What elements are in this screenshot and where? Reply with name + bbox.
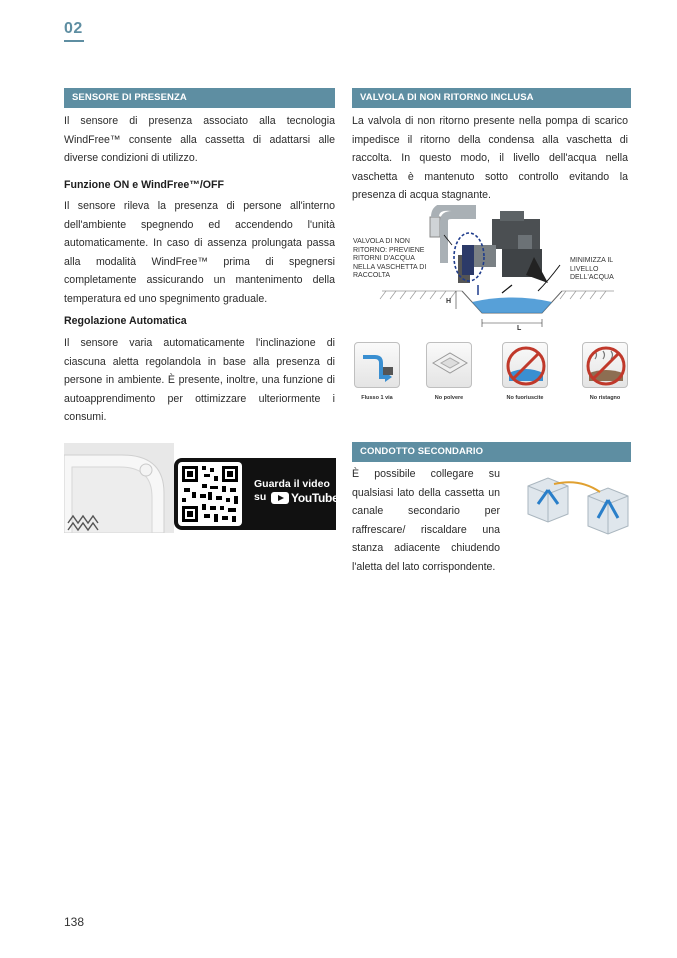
youtube-play-icon[interactable] — [271, 492, 289, 504]
dimension-l: L — [517, 325, 522, 332]
section-title-presence-sensor: SENSORE DI PRESENZA — [64, 88, 335, 108]
section-title-check-valve: VALVOLA DI NON RITORNO INCLUSA — [352, 88, 631, 108]
subhead-automatic-regulation: Regolazione Automatica — [64, 315, 187, 327]
section-title-secondary-duct: CONDOTTO SECONDARIO — [352, 442, 631, 462]
check-valve-text: La valvola di non ritorno presente nella pompa di scarico impedisce il ritorno della condensa alla vaschetta di raccolta. In questo modo, il livello dell'acqua nella vaschetta è mantenuto sotto controllo evitando la presenza di acqua stagnante. — [352, 115, 628, 201]
presence-intro-text: Il sensore di presenza associato alla tecnologia WindFree™ consente alla cassetta di adattarsi alle diverse condizioni di utilizzo. — [64, 115, 335, 164]
video-caption-line1: Guarda il video — [254, 478, 330, 490]
chapter-underline — [64, 40, 84, 42]
feature-caption-no-stagnation: No ristagno — [589, 395, 621, 401]
qr-code[interactable] — [178, 462, 242, 526]
feature-no-leak-icon — [502, 342, 548, 388]
page-number: 138 — [64, 915, 85, 929]
water-tray — [472, 298, 552, 314]
diagram-label-check-valve: VALVOLA DI NON RITORNO: PREVIENE RITORNI D'ACQUA NELLA VASCHETTA DI RACCOLTA — [353, 238, 427, 280]
video-caption-line2: su — [254, 491, 267, 503]
youtube-wordmark[interactable]: YouTube — [291, 491, 339, 505]
automatic-regulation-text: Il sensore varia automaticamente l'inclinazione di ciascuna aletta regolandola in base alla presenza di persone in ambiente. È presente, inoltre, una funzione di autoapprendimento per ottimizzare ulteriormente i consumi. — [64, 337, 335, 423]
subhead-on-windfree-off: Funzione ON e WindFree™/OFF — [64, 179, 224, 191]
secondary-duct-text: È possibile collegare su qualsiasi lato della cassetta un canale secondario per raffrescare/ riscaldare una stanza adiacente chiudendo l'aletta del lato corrispondente. — [352, 468, 500, 573]
feature-one-way-flow-icon — [354, 342, 400, 388]
feature-no-stagnation-icon — [582, 342, 628, 388]
dimension-h: H — [446, 298, 452, 305]
feature-no-dust-icon — [426, 342, 472, 388]
youtube-video-card[interactable] — [174, 458, 339, 530]
chapter-number: 02 — [64, 20, 83, 37]
on-windfree-off-text: Il sensore rileva la presenza di persone all'interno dell'ambiente spegnendo ed accendendo l'unità automaticamente. In caso di assenza prolungata passa alla modalità WindFree™ prima di spegnersi completamente assicurando un mantenimento della temperatura ed uno spegnimento graduale. — [64, 200, 335, 305]
diagram-label-minimize-water: MINIMIZZA IL LIVELLO DELL'ACQUA — [570, 257, 614, 282]
feature-caption-no-dust: No polvere — [434, 395, 464, 401]
feature-caption-no-leak: No fuoriuscite — [506, 395, 544, 401]
feature-caption-one-way-flow: Flusso 1 via — [361, 395, 393, 401]
secondary-duct-illustration — [524, 470, 632, 538]
cassette-product-photo — [64, 443, 174, 533]
